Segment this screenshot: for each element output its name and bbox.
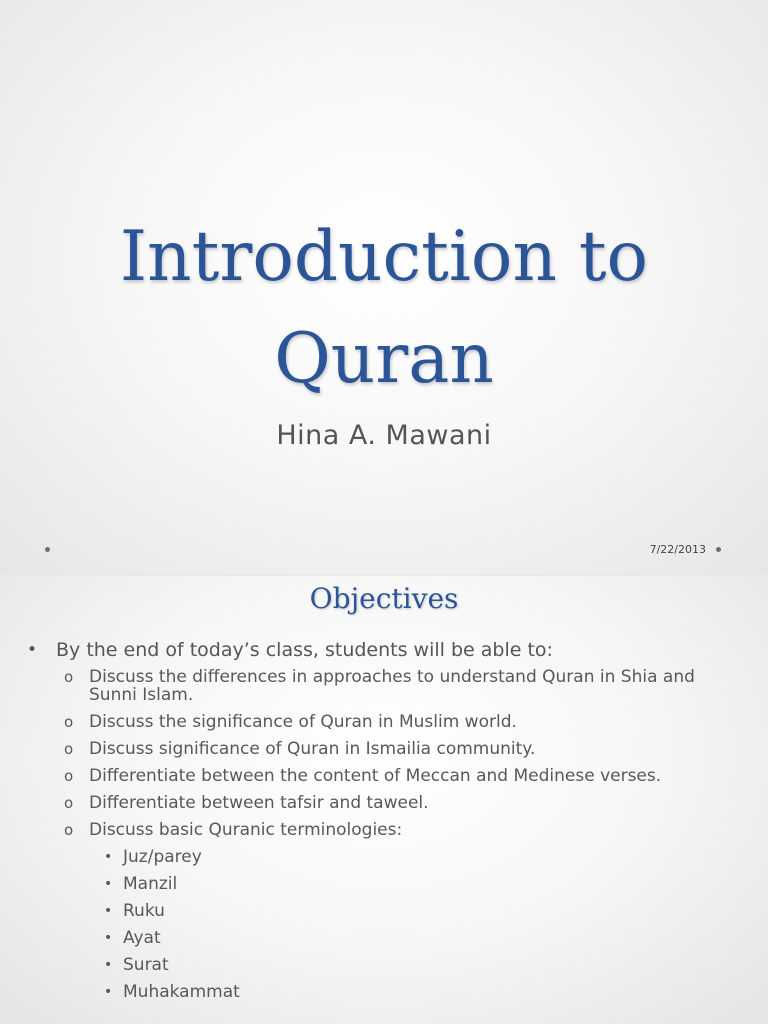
terminology-text: Muhakammat xyxy=(123,982,240,1002)
terminology-item xyxy=(0,875,768,893)
objective-text: Discuss significance of Quran in Ismailia community. xyxy=(89,739,536,759)
objective-item xyxy=(0,740,739,758)
bullet-icon: • xyxy=(104,849,113,865)
objective-item xyxy=(0,794,739,812)
terminology-item xyxy=(0,983,768,1001)
objective-item xyxy=(0,767,739,785)
objective-text: Discuss basic Quranic terminologies: xyxy=(89,820,403,840)
slide-date: 7/22/2013 xyxy=(649,543,706,556)
terminology-item xyxy=(0,956,768,974)
objective-text: Differentiate between the content of Meccan and Medinese verses. xyxy=(89,766,662,786)
objective-text: Discuss the differences in approaches to understand Quran in Shia and Sunni Islam. xyxy=(89,667,695,705)
intro-text: By the end of today’s class, students will be able to: xyxy=(56,639,553,661)
slide-subtitle: Hina A. Mawani xyxy=(276,420,492,451)
objectives-title: Objectives xyxy=(309,582,459,615)
terminology-item xyxy=(0,902,768,920)
terminology-text: Manzil xyxy=(123,874,178,894)
slide-title xyxy=(0,206,768,410)
intro-bullet xyxy=(0,636,768,664)
circle-bullet-icon: o xyxy=(64,740,74,758)
footer-right-dot-icon xyxy=(716,547,721,552)
objectives-content xyxy=(0,636,768,1001)
bullet-icon: • xyxy=(104,984,113,1000)
objective-item xyxy=(0,713,739,731)
circle-bullet-icon: o xyxy=(64,713,74,731)
objectives-slide xyxy=(0,576,768,1024)
terminology-text: Juz/parey xyxy=(123,847,202,867)
terminology-item xyxy=(0,929,768,947)
bullet-icon: • xyxy=(104,903,113,919)
objective-item xyxy=(0,668,739,704)
title-line-2: Quran xyxy=(274,319,494,399)
circle-bullet-icon: o xyxy=(64,668,74,686)
bullet-icon: • xyxy=(27,640,38,660)
terminology-text: Ayat xyxy=(123,928,161,948)
bullet-icon: • xyxy=(104,957,113,973)
footer-left-dot-icon xyxy=(45,547,50,552)
title-line-1: Introduction to xyxy=(119,217,649,297)
terminology-text: Ruku xyxy=(123,901,165,921)
terminology-item xyxy=(0,848,768,866)
circle-bullet-icon: o xyxy=(64,794,74,812)
objective-text: Differentiate between tafsir and taweel. xyxy=(89,793,429,813)
bullet-icon: • xyxy=(104,930,113,946)
circle-bullet-icon: o xyxy=(64,767,74,785)
objective-item xyxy=(0,821,739,839)
bullet-icon: • xyxy=(104,876,113,892)
objective-text: Discuss the significance of Quran in Muslim world. xyxy=(89,712,517,732)
terminology-text: Surat xyxy=(123,955,169,975)
circle-bullet-icon: o xyxy=(64,821,74,839)
